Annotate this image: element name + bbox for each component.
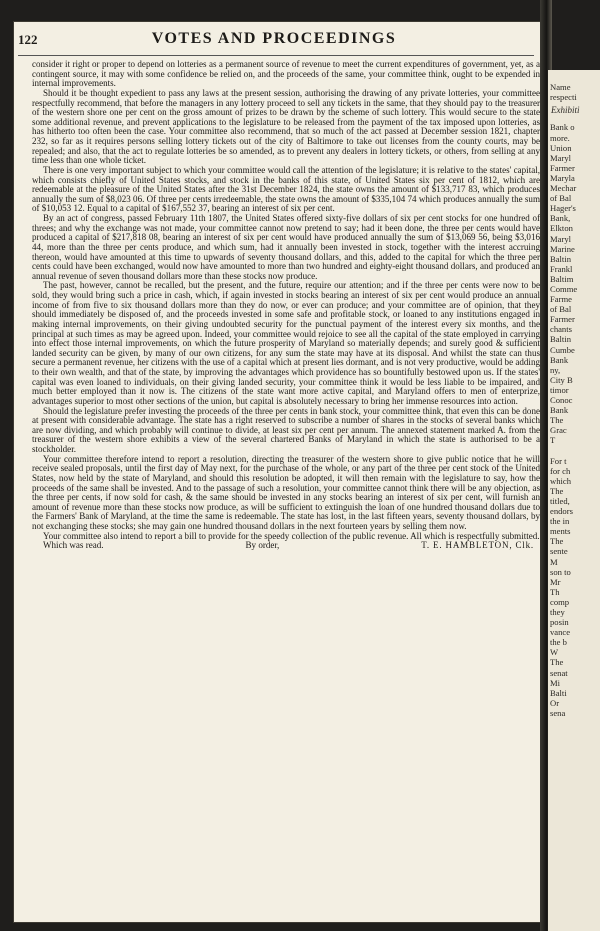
facing-page-line: for ch: [550, 465, 571, 476]
facing-page-line: Maryl: [550, 152, 572, 163]
facing-page-line: Grac: [550, 425, 567, 436]
body-text: [32, 60, 540, 551]
facing-page-line: of Bal: [550, 304, 572, 315]
facing-page-line: The: [550, 657, 564, 668]
facing-page-edge: [548, 70, 600, 931]
facing-page-line: Baltim: [550, 273, 574, 284]
paragraph: The past, however, cannot be recalled, but the present, and the future, require our attention; and if the three per cents were now to be sold, they would bring such a price in cash, which, if again invested in stocks bearing an interest of six per cent would produce an annual income of from five to six thousand dollars more than they do now, or ever can produce; and your committee are of opinion, that they should immediately be disposed of, and the proceeds invested in some safe and profitable stock, or loaned to any institutions engaged in making internal improvements, on their giving undoubted security for the punctual payment of the interest every six months, and the principal at such times as may be agreed upon. Indeed, your committee would rejoice to see all the capital of the state employed in carrying into effect those internal improvements, on which the future prosperity of Maryland so materially depends; and surely good & sufficient landed security can be given, by many of our own citizens, for any sum the state may have at its disposal. And whilst the state can thus secure a permanent revenue, her citizens with the use of a capital which at present lies dormant, and is not very productive, would be adding to their own wealth, and that of the state, by improving the advantages which providence has so bountifully bestowed upon us. If the states' capital was even loaned to individuals, on their giving landed security, your committee think it would be less liable to be impaired, and much better employed than it now is. The citizens of the state want more active capital, and Maryland offers to men of enterprize, advantages superior to most other sections of the union, but capital is absolutely necessary to bring her immense resources into action.: [32, 280, 540, 406]
facing-page-lines: [550, 72, 600, 718]
facing-page-line: Bank o: [550, 122, 575, 133]
facing-page-line: timor: [550, 384, 569, 395]
facing-page-line: sena: [550, 707, 566, 718]
facing-page-line: Farme: [550, 294, 572, 305]
facing-page-line: the in: [550, 516, 570, 527]
facing-page-line: Cumbe: [550, 344, 575, 355]
facing-page-line: Hager's: [550, 203, 576, 214]
facing-page-line: titled,: [550, 495, 570, 506]
facing-page-title: Exhibiti: [551, 105, 580, 115]
facing-page-line: M: [550, 556, 558, 567]
facing-page-line: which: [550, 475, 572, 486]
facing-page-line: senat: [550, 667, 568, 678]
facing-page-line: Bank: [550, 354, 569, 365]
facing-page-line: sente: [550, 546, 568, 557]
paragraph: Your committee also intend to report a bill to provide for the speedy collection of the public revenue. All which is respectfully submitted.: [43, 530, 540, 541]
paragraph: Should it be thought expedient to pass any laws at the present session, authorising the drawing of any private lotteries, your committee respectfully recommend, that before the managers in any lottery proceed to sell any tickets in the same, that they should pay to the treasurer of the western shore one per cent on the gross amount of prizes to be drawn by the scheme of such lottery. This would secure to the state some additional revenue, and prevent applications to the legislature to be released from the payment of the tax imposed upon lotteries, as has hitherto too often been the case. Your committee also recommend, that so much of the act passed at December session 1821, chapter 232, so far as it requires persons selling lottery tickets out of the city of Baltimore to take out licenses from the county courts, may be repealed; and also, that the act to regulate lotteries be so amended, as to prevent any dealers in lottery tickets, or others, from selling at any time less than one whole ticket.: [32, 87, 540, 166]
facing-page-line: Or: [550, 697, 560, 708]
facing-page-line: chants: [550, 324, 572, 335]
facing-page-line: ments: [550, 526, 571, 537]
facing-page-line: Mi: [550, 677, 561, 688]
running-head: VOTES AND PROCEEDINGS: [151, 30, 397, 47]
facing-page-line: Frankl: [550, 263, 573, 274]
facing-page-line: Mechar: [550, 183, 577, 194]
facing-page-line: Bank,: [550, 213, 571, 224]
facing-page-line: Comme: [550, 283, 578, 294]
page-header: [18, 30, 530, 56]
facing-page-line: [550, 445, 600, 455]
facing-page-line: Conoc: [550, 395, 573, 405]
facing-page-line: Baltin: [550, 253, 572, 264]
read-note: Which was read.: [43, 540, 104, 551]
facing-page-line: Farmer: [550, 162, 575, 173]
facing-page-line: Maryl: [550, 233, 572, 244]
facing-page-line: of Bal: [550, 193, 572, 204]
facing-page-line: Baltin: [550, 334, 572, 345]
by-order: By order,: [245, 540, 280, 551]
facing-page-line: T: [550, 435, 556, 446]
paragraph: There is one very important subject to which your committee would call the attention of the legislature; it is relative to the states' capital, which consists chiefly of United States stocks, and stock in the banks of this state, of United States six per cent of 1812, which are redeemable at the pleasure of the United States after the 31st December 1824, the state owns the amount of $133,717 83, which produces annually the sum of $8,023 06. Of three per cents irredeemable, the state owns the amount of $335,104 74 which produces annually the sum of $10,053 12. Equal to a capital of $167,552 37, bearing an interest of six per cent.: [32, 164, 540, 214]
facing-page-line: For t: [550, 455, 567, 466]
facing-page-line: Bank: [550, 405, 569, 416]
signature-line: [32, 541, 540, 551]
facing-page-line: The: [550, 536, 564, 547]
facing-page-line: [550, 72, 600, 82]
clerk-name: T. E. HAMBLETON, Clk.: [421, 540, 534, 551]
facing-page-line: W: [550, 647, 559, 658]
facing-page-line: Mr: [550, 576, 561, 587]
facing-page-line: The: [550, 415, 564, 426]
facing-page-line: Union: [550, 142, 572, 153]
facing-page-line: Name: [550, 82, 571, 93]
facing-page-line: Th: [550, 586, 560, 597]
facing-page-line: more.: [550, 132, 570, 143]
paragraph: By an act of congress, passed February 11th 1807, the United States offered sixty-five dollars of six per cent stocks for one hundred of threes; and why the exchange was not made, your committee cannot now pretend to say; had it been done, the three per cents would have produced a capital of $217,818 08, bearing an interest of six per cent would have produced annually the sum of $13,069 56, being $3,016 44, more than the three per cents produce, and which sum, had it annually been invested in stock, together with the interest accruing thereon, would have amounted at this time to upwards of seventy thousand dollars, and this, added to the capital for which the three per cents could have been exchanged, would now have amounted to more than two hundred and eighty-eight thousand dollars, and produced an annual revenue of seven thousand dollars more than these stocks now produce.: [32, 213, 540, 281]
facing-page-line: City B: [550, 374, 573, 385]
facing-page-line: the b: [550, 637, 567, 648]
facing-page-line: Balti: [550, 687, 567, 698]
facing-page-line: son to: [550, 566, 571, 577]
facing-page-line: Elkton: [550, 223, 573, 234]
header-rule: [18, 55, 534, 56]
facing-page-line: Maryla: [550, 172, 575, 183]
facing-page-line: posin: [550, 617, 569, 628]
paragraph: Your committee therefore intend to report a resolution, directing the treasurer of the western shore to give public notice that he will receive sealed proposals, until the first day of May next, for the purchase of the whole, or any part of the three per cent stock of the United States, now held by the state of Maryland, and should this resolution be adopted, it will then remain with the legislature to say, how the proceeds of the same shall be invested. And to the passage of such a resolution, your committee cannot think there will be any objection, as the three per cents, if now sold for cash, & the same should be invested in any stocks bearing an interest of six per cent, will furnish an amount of revenue more than these stocks now produce, as will be sufficient to extinguish the loan of one hundred thousand dollars due to the Farmers' Bank of Maryland, at the time the same is redeemable. The state has lost, in the last fifteen years, seventy thousand dollars, by not exchanging these stocks; she may gain one hundred thousand dollars in the next fourteen years by selling them now.: [32, 453, 540, 531]
facing-page-line: comp: [550, 596, 570, 607]
page-number: 122: [18, 32, 38, 47]
facing-page-line: vance: [550, 627, 571, 638]
paragraph: Should the legislature prefer investing the proceeds of the three per cents in bank stock, your committee think, that even this can be done at present with considerable advantage. The state has a right reserved to subscribe a number of shares in the stocks of several banks which are now dividing, and which probably will continue to divide, at least six per cent per annum. The annexed statement marked A. from the treasurer of the western shore exhibits a view of the several chartered Banks of Maryland in which the state is authorised to be a stockholder.: [32, 405, 540, 454]
facing-page-line: respecti: [550, 92, 577, 103]
facing-page-line: they: [550, 606, 565, 617]
facing-page-line: The: [550, 485, 564, 496]
facing-page-line: ny,: [550, 364, 561, 375]
facing-page-line: endors: [550, 506, 573, 517]
facing-page-line: Farmer: [550, 314, 575, 325]
facing-page-line: Marine: [550, 243, 575, 254]
paragraph: consider it right or proper to depend on lotteries as a permanent source of revenue to meet the current expenditures of government, yet, as a contingent source, it may with some confidence be relied on, and the proceeds of the same, your committee think, ought to be expended in internal improvements.: [32, 59, 540, 89]
